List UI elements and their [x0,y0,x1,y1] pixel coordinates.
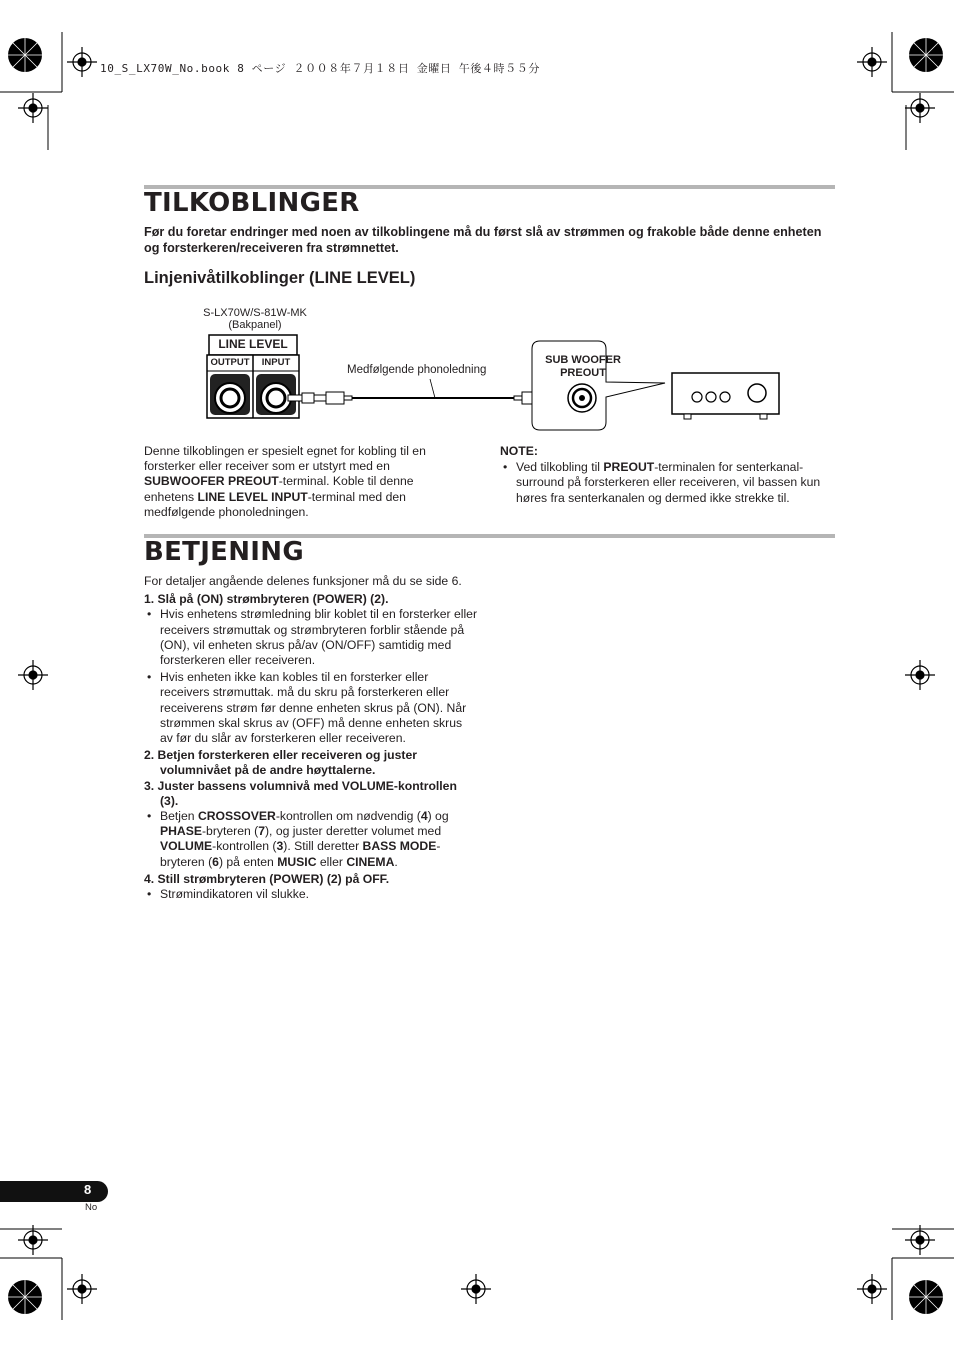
input-label: INPUT [261,357,291,368]
step-1-bullet-2: • Hvis enheten ikke kan kobles til en forsterker eller receivers strømuttak. må du skru på forsterkeren eller receiverens strøm før denne enheten skrus på (ON). Når strømmen skal skrus av (OFF) må denne enheten skrus av før du slår av forsterkeren eller receiveren. [144,670,478,746]
step-2: 2. Betjen forsterkeren eller receiveren og juster volumnivået på de andre høyttalerne. [144,748,417,778]
operation-instructions [144,574,478,902]
step-4-bullet: • Strømindikatoren vil slukke. [144,887,478,902]
section-intro: Før du foretar endringer med noen av tilkoblingene må du først slå av strømmen og frakoble både denne enheten og forsterkeren/receiveren fra strømnettet. [144,225,822,255]
subsection-title: Linjenivåtilkoblinger (LINE LEVEL) [144,269,416,287]
step-4: 4. Still strømbryteren (POWER) (2) på OFF. [144,871,390,886]
note-bullet: • Ved tilkobling til PREOUT-terminalen for senterkanal-surround på forsterkeren eller receiveren, vil bassen kun høres fra senterkanalen og dermed ikke strekke til. [500,460,838,506]
page-number-tab [0,1181,108,1202]
panel-label: (Bakpanel) [228,319,282,331]
connection-description: Denne tilkoblingen er spesielt egnet for kobling til en forsterker eller receiver som er utstyrt med en SUBWOOFER PREOUT-terminal. Koble til denne enhetens LINE LEVEL INPUT-terminal med den medfølgende phonoledningen. [144,444,426,519]
page-number: 8 [84,1182,92,1197]
line-level-label: LINE LEVEL [218,337,288,351]
step-1: 1. Slå på (ON) strømbryteren (POWER) (2). [144,592,389,607]
connection-diagram [0,0,954,440]
note-title: NOTE: [500,444,538,458]
section-title-tilkoblinger: TILKOBLINGER [144,188,360,218]
preout-label: PREOUT [560,367,606,379]
cable-label: Medfølgende phonoledning [347,364,487,376]
print-header: 10_S_LX70W_No.book 8 ページ ２００８年７月１８日 金曜日 午後４時５５分 [100,62,540,75]
operation-intro: For detaljer angående delenes funksjoner må du se side 6. [144,574,462,588]
section-title-betjening: BETJENING [144,537,304,567]
model-label: S-LX70W/S-81W-MK [203,307,307,319]
step-3-bullet: • Betjen CROSSOVER-kontrollen om nødvendig (4) og PHASE-bryteren (7), og juster deretter volumet med VOLUME-kontrollen (3). Still deretter BASS MODE-bryteren (6) på enten MUSIC eller CINEMA. [144,809,478,870]
output-label: OUTPUT [210,357,250,368]
step-1-bullet-1: • Hvis enhetens strømledning blir koblet til en forsterker eller receivers strømuttak og strømbryteren forblir stående på (ON), vil enheten skrus på/av (ON/OFF) samtidig med forsterkeren eller receiveren. [144,607,478,668]
language-code: No [85,1202,98,1213]
sub-woofer-label: SUB WOOFER [545,354,621,366]
note-block [500,444,838,506]
step-3: 3. Juster bassens volumnivå med VOLUME-kontrollen (3). [144,778,457,808]
